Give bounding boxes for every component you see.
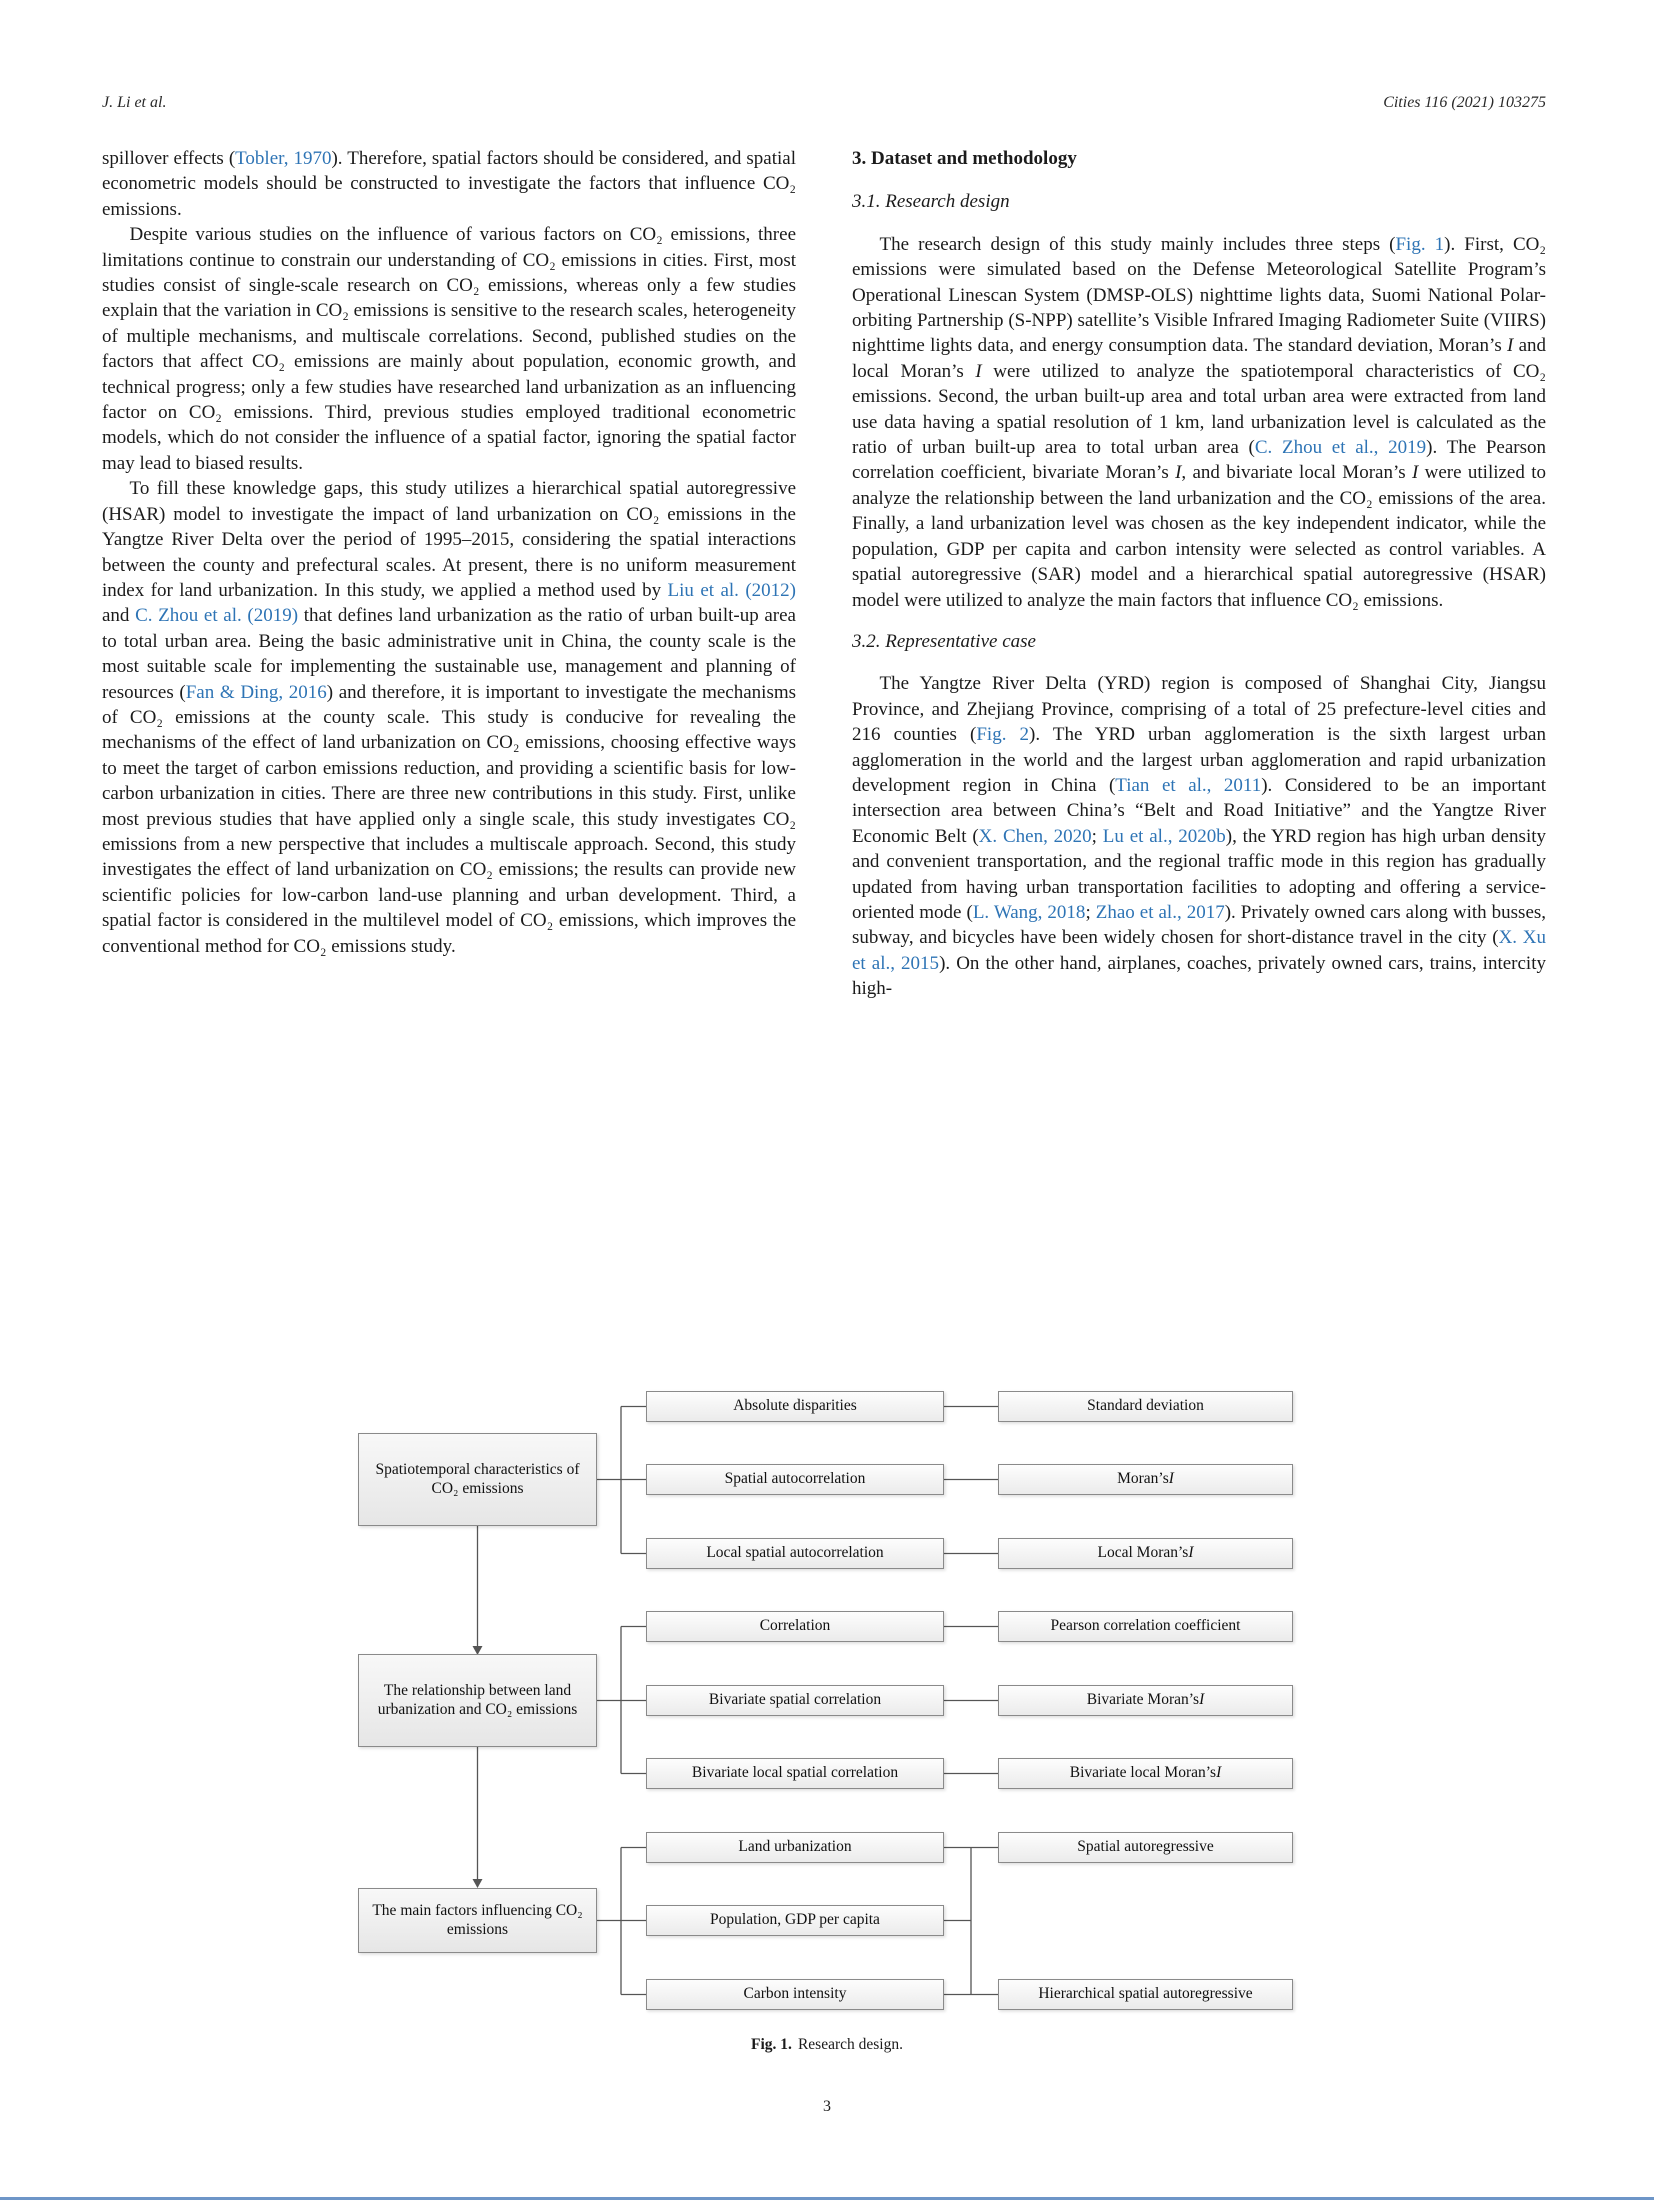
paragraph: To fill these knowledge gaps, this study utilizes a hierarchical spatial autoregressive (HSAR) model to investigate the impact of land urbanization on CO₂ emissions in the Yangtze River Delta over the period of 1995–2015, considering the spatial interactions between the county and prefectural scales. At present, there is no uniform measurement index for land urbanization. In this study, we applied a method used by Liu et al. (2012) and C. Zhou et al. (2019) that defines land urbanization as the ratio of urban built-up area to total urban area. Being the basic administrative unit in China, the county scale is the most suitable scale for implementing the sustainable use, management and planning of resources (Fan & Ding, 2016) and therefore, it is important to investigate the mechanisms of CO₂ emissions at the county scale. This study is conducive for revealing the mechanisms of the effect of land urbanization on CO₂ emissions, choosing effective ways to meet the target of carbon emissions reduction, and providing a scientific basis for low-carbon urbanization in cities. There are three new contributions in this study. First, unlike most previous studies that have applied only a single scale, this study investigates CO₂ emissions from a new perspective that includes a multiscale approach. Second, this study investigates the effect of land urbanization on CO₂ emissions; the results can provide new scientific policies for low-carbon land-use planning and urban development. Third, a spatial factor is considered in the multilevel model of CO₂ emissions, which improves the conventional method for CO₂ emissions study. [102, 478, 797, 957]
citation-link[interactable]: Tobler, 1970 [235, 148, 332, 169]
figure-caption-label: Fig. 1. [751, 2036, 792, 2053]
box-spatial-autoregressive: Spatial autoregressive [998, 1832, 1293, 1863]
box-correlation: Correlation [646, 1611, 944, 1642]
paragraph: spillover effects (Tobler, 1970). Therefore, spatial factors should be considered, and spatial econometric models should be constructed to investigate the factors that influence CO₂ emissions. [102, 148, 796, 220]
box-spatial-autocorrelation: Spatial autocorrelation [646, 1464, 944, 1495]
citation-link[interactable]: C. Zhou et al., 2019 [1254, 437, 1427, 459]
box-morans-i: Moran’s I [998, 1464, 1293, 1495]
box-land-urbanization: Land urbanization [646, 1832, 944, 1863]
section-heading: 3. Dataset and methodology [852, 148, 1077, 169]
figure-caption [0, 2036, 1654, 2054]
citation-link[interactable]: Fig. 1 [1395, 233, 1445, 255]
emphasis: I [1199, 1691, 1205, 1709]
box-spatiotemporal-characteristics: Spatiotemporal characteristics of CO₂ emissions [358, 1433, 597, 1526]
citation-link[interactable]: Liu et al. (2012) [667, 579, 796, 601]
figure-1 [340, 1383, 1310, 2023]
citation-link[interactable]: Fig. 2 [976, 724, 1030, 746]
emphasis: I [1168, 1470, 1174, 1488]
box-pearson-coefficient: Pearson correlation coefficient [998, 1611, 1293, 1642]
paragraph: The Yangtze River Delta (YRD) region is composed of Shanghai City, Jiangsu Province, and Zhejiang Province, comprising of a total of 25 prefecture-level cities and 216 counties (Fig. 2). The YRD urban agglomeration is the sixth largest urban agglomeration in the world and the largest urban agglomeration and rapid urbanization development region in China (Tian et al., 2011). Considered to be an important intersection area between China’s “Belt and Road Initiative” and the Yangtze River Economic Belt (X. Chen, 2020; Lu et al., 2020b), the YRD region has high urban density and convenient transportation, and the regional traffic mode in this region has gradually updated from having urban transportation facilities to adopting and offering a service-oriented mode (L. Wang, 2018; Zhao et al., 2017). Privately owned cars along with busses, subway, and bicycles have been widely chosen for short-distance travel in the city (X. Xu et al., 2015). On the other hand, airplanes, coaches, privately owned cars, trains, intercity high- [852, 673, 1547, 1000]
citation-link[interactable]: Zhao et al., 2017 [1095, 901, 1225, 923]
box-bivariate-local-spatial-correlation: Bivariate local spatial correlation [646, 1758, 944, 1789]
box-carbon-intensity: Carbon intensity [646, 1979, 944, 2010]
running-head-authors: J. Li et al. [102, 94, 167, 111]
box-hierarchical-spatial-autoregressive: Hierarchical spatial autoregressive [998, 1979, 1293, 2010]
page-number: 3 [823, 2098, 831, 2115]
figure-caption-text: Research design. [797, 2036, 903, 2053]
box-population-gdp: Population, GDP per capita [646, 1905, 944, 1936]
citation-link[interactable]: X. Xu et al., 2015 [852, 927, 1546, 974]
citation-link[interactable]: Lu et al., 2020b [1102, 825, 1226, 847]
right-column [852, 146, 1546, 1002]
emphasis: I [1216, 1764, 1222, 1782]
citation-link[interactable]: Fan & Ding, 2016 [185, 681, 327, 703]
paragraph: The research design of this study mainly includes three steps (Fig. 1). First, CO₂ emissions were simulated based on the Defense Meteorological Satellite Program’s Operational Linescan System (DMSP-OLS) nighttime lights data, Suomi National Polar-orbiting Partnership (S-NPP) satellite’s Visible Infrared Imaging Radiometer Suite (VIIRS) nighttime lights data, and energy consumption data. The standard deviation, Moran’s I and local Moran’s I were utilized to analyze the spatiotemporal characteristics of CO₂ emissions. Second, the urban built-up area and total urban area were extracted from land use data having a spatial resolution of 1 km, land urbanization level is calculated as the ratio of urban built-up area to total urban area (C. Zhou et al., 2019). The Pearson correlation coefficient, bivariate Moran’s I, and bivariate local Moran’s I were utilized to analyze the relationship between the land urbanization and the CO₂ emissions of the area. Finally, a land urbanization level was chosen as the key independent indicator, while the population, GDP per capita and carbon intensity were selected as control variables. A spatial autoregressive (SAR) model and a hierarchical spatial autoregressive (HSAR) model were utilized to analyze the main factors that influence CO₂ emissions. [852, 233, 1547, 611]
box-local-morans-i: Local Moran’s I [998, 1538, 1293, 1569]
box-standard-deviation: Standard deviation [998, 1391, 1293, 1422]
citation-link[interactable]: L. Wang, 2018 [972, 901, 1086, 923]
subsection-heading-representative-case: 3.2. Representative case [852, 630, 1036, 652]
citation-link[interactable]: X. Chen, 2020 [978, 825, 1092, 847]
box-bivariate-morans-i: Bivariate Moran’s I [998, 1685, 1293, 1716]
box-absolute-disparities: Absolute disparities [646, 1391, 944, 1422]
citation-link[interactable]: C. Zhou et al. (2019) [135, 605, 299, 627]
emphasis: I [1411, 462, 1419, 484]
box-main-factors: The main factors influencing CO₂ emissions [358, 1888, 597, 1953]
paragraph: Despite various studies on the influence of various factors on CO₂ emissions, three limitations continue to constrain our understanding of CO₂ emissions in cities. First, most studies consist of single-scale research on CO₂ emissions, whereas only a few studies explain that the variation in CO₂ emissions is sensitive to the research scales, heterogeneity of multiple mechanisms, and multiscale correlations. Second, published studies on the factors that affect CO₂ emissions are mainly about population, economic growth, and technical progress; only a few studies have researched land urbanization as an influencing factor on CO₂ emissions. Third, previous studies employed traditional econometric models, which do not consider the influence of a spatial factor, ignoring the spatial factor may lead to biased results. [102, 224, 796, 474]
emphasis: I [1188, 1544, 1194, 1562]
running-header [102, 94, 1546, 112]
box-relationship-land-urbanization: The relationship between land urbanization and CO₂ emissions [358, 1654, 597, 1747]
emphasis: I [1175, 462, 1182, 484]
box-local-spatial-autocorrelation: Local spatial autocorrelation [646, 1538, 944, 1569]
left-column [102, 146, 796, 959]
box-bivariate-spatial-correlation: Bivariate spatial correlation [646, 1685, 944, 1716]
running-head-journal: Cities 116 (2021) 103275 [1383, 94, 1546, 111]
subsection-heading-research-design: 3.1. Research design [852, 191, 1010, 213]
citation-link[interactable]: Tian et al., 2011 [1115, 774, 1262, 796]
emphasis: I [975, 360, 982, 382]
emphasis: I [1506, 335, 1514, 357]
box-bivariate-local-morans-i: Bivariate local Moran’s I [998, 1758, 1293, 1789]
page-bottom-rule [0, 2197, 1654, 2200]
